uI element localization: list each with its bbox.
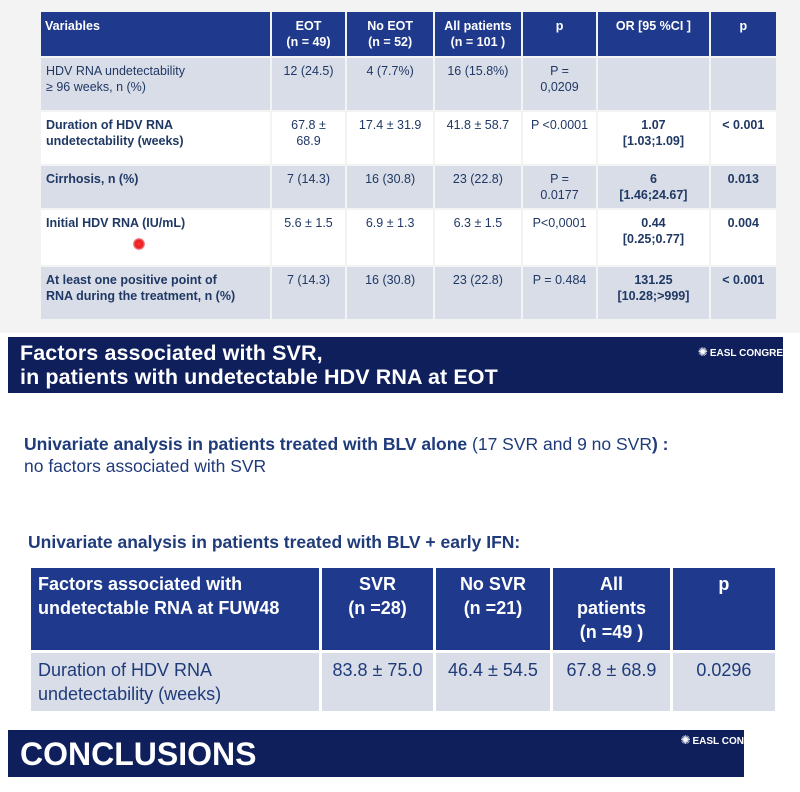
table-row (41, 112, 776, 164)
cell-or: 0.44 [0.25;0.77] (598, 210, 708, 265)
cell-p: P = 0.484 (523, 267, 597, 319)
cell-all: 23 (22.8) (435, 166, 521, 208)
cell-eot: 67.8 ± 68.9 (272, 112, 346, 164)
easl-logo-text: EASL CON (692, 736, 744, 747)
fuw48-factors-table (28, 565, 778, 714)
cell-or: 1.07 [1.03;1.09] (598, 112, 708, 164)
header-no-eot-text: No EOT (n = 52) (367, 19, 414, 49)
cell-all: 6.3 ± 1.5 (435, 210, 521, 265)
cell-p2 (711, 58, 776, 110)
row-label: Duration of HDV RNA undetectability (weeks) (41, 112, 270, 164)
cell-no-svr: 46.4 ± 54.5 (436, 653, 551, 711)
cell-p: 0.0296 (673, 653, 775, 711)
cell-p: P <0.0001 (523, 112, 597, 164)
cell-svr: 83.8 ± 75.0 (322, 653, 432, 711)
top-table-region (0, 0, 800, 333)
table-row (41, 210, 776, 265)
cell-or: 131.25 [10.28;>999] (598, 267, 708, 319)
banner-title-line1: Factors associated with SVR, (20, 341, 323, 365)
cell-p2: < 0.001 (711, 267, 776, 319)
conclusions-title: CONCLUSIONS (20, 736, 257, 772)
table-row (41, 58, 776, 110)
table-row (31, 653, 775, 711)
header-variables: Variables (41, 12, 270, 56)
cell-no-eot: 16 (30.8) (347, 267, 433, 319)
header-p: p (523, 12, 597, 56)
cell-no-eot: 4 (7.7%) (347, 58, 433, 110)
easl-logo (680, 733, 744, 747)
banner-title (20, 341, 498, 389)
row-label: Initial HDV RNA (IU/mL) (41, 210, 270, 265)
header-factors: Factors associated with undetectable RNA at FUW48 (31, 568, 319, 650)
easl-star-icon: ✺ (680, 733, 691, 747)
laser-pointer-dot (133, 238, 145, 250)
header-or-ci: OR [95 %CI ] (598, 12, 708, 56)
header-p2: p (711, 12, 776, 56)
cell-eot: 5.6 ± 1.5 (272, 210, 346, 265)
header-no-eot (347, 12, 433, 56)
analysis-close: ) : (651, 434, 669, 454)
table-row (41, 166, 776, 208)
cell-p: P = 0,0209 (523, 58, 597, 110)
header-all-patients: All patients (n =49 ) (553, 568, 670, 650)
table-header-row (41, 12, 776, 56)
easl-logo-text: EASL CONGRE (709, 348, 783, 359)
analysis-blv-ifn-title: Univariate analysis in patients treated with BLV + early IFN: (28, 532, 521, 552)
cell-or (598, 58, 708, 110)
cell-eot: 7 (14.3) (272, 267, 346, 319)
analysis-open-paren: ( (467, 434, 478, 454)
cell-eot: 12 (24.5) (272, 58, 346, 110)
row-label: Cirrhosis, n (%) (41, 166, 270, 208)
banner-title-line2: in patients with undetectable HDV RNA at EOT (20, 365, 498, 389)
cell-eot: 7 (14.3) (272, 166, 346, 208)
variables-table (39, 10, 778, 321)
analysis-blv-alone-title: Univariate analysis in patients treated with BLV alone (24, 434, 468, 454)
cell-p: P<0,0001 (523, 210, 597, 265)
row-label: Duration of HDV RNA undetectability (weeks) (31, 653, 319, 711)
cell-no-eot: 6.9 ± 1.3 (347, 210, 433, 265)
easl-logo (698, 345, 783, 359)
header-all-patients (435, 12, 521, 56)
cell-p: P = 0.0177 (523, 166, 597, 208)
table-header-row (31, 568, 775, 650)
cell-all: 67.8 ± 68.9 (553, 653, 670, 711)
cell-or: 6 [1.46;24.67] (598, 166, 708, 208)
cell-no-eot: 17.4 ± 31.9 (347, 112, 433, 164)
cell-all: 41.8 ± 58.7 (435, 112, 521, 164)
analysis-counts: 17 SVR and 9 no SVR (477, 434, 652, 454)
row-label: At least one positive point of RNA during the treatment, n (%) (41, 267, 270, 319)
cell-p2: 0.013 (711, 166, 776, 208)
header-all-patients-text: All patients (n = 101 ) (444, 19, 512, 49)
analysis-blv-alone-result: no factors associated with SVR (24, 456, 267, 476)
cell-p2: < 0.001 (711, 112, 776, 164)
table-row (41, 267, 776, 319)
cell-p2: 0.004 (711, 210, 776, 265)
section-banner-conclusions (8, 730, 744, 777)
cell-all: 23 (22.8) (435, 267, 521, 319)
header-eot-text: EOT (n = 49) (286, 19, 331, 49)
row-label: HDV RNA undetectability ≥ 96 weeks, n (%) (41, 58, 270, 110)
easl-star-icon: ✺ (697, 345, 708, 359)
analysis-blv-alone (24, 433, 784, 477)
cell-all: 16 (15.8%) (435, 58, 521, 110)
section-banner-svr-factors (8, 337, 783, 393)
header-eot (272, 12, 346, 56)
header-svr: SVR (n =28) (322, 568, 432, 650)
header-no-svr: No SVR (n =21) (436, 568, 551, 650)
cell-no-eot: 16 (30.8) (347, 166, 433, 208)
header-p: p (673, 568, 775, 650)
